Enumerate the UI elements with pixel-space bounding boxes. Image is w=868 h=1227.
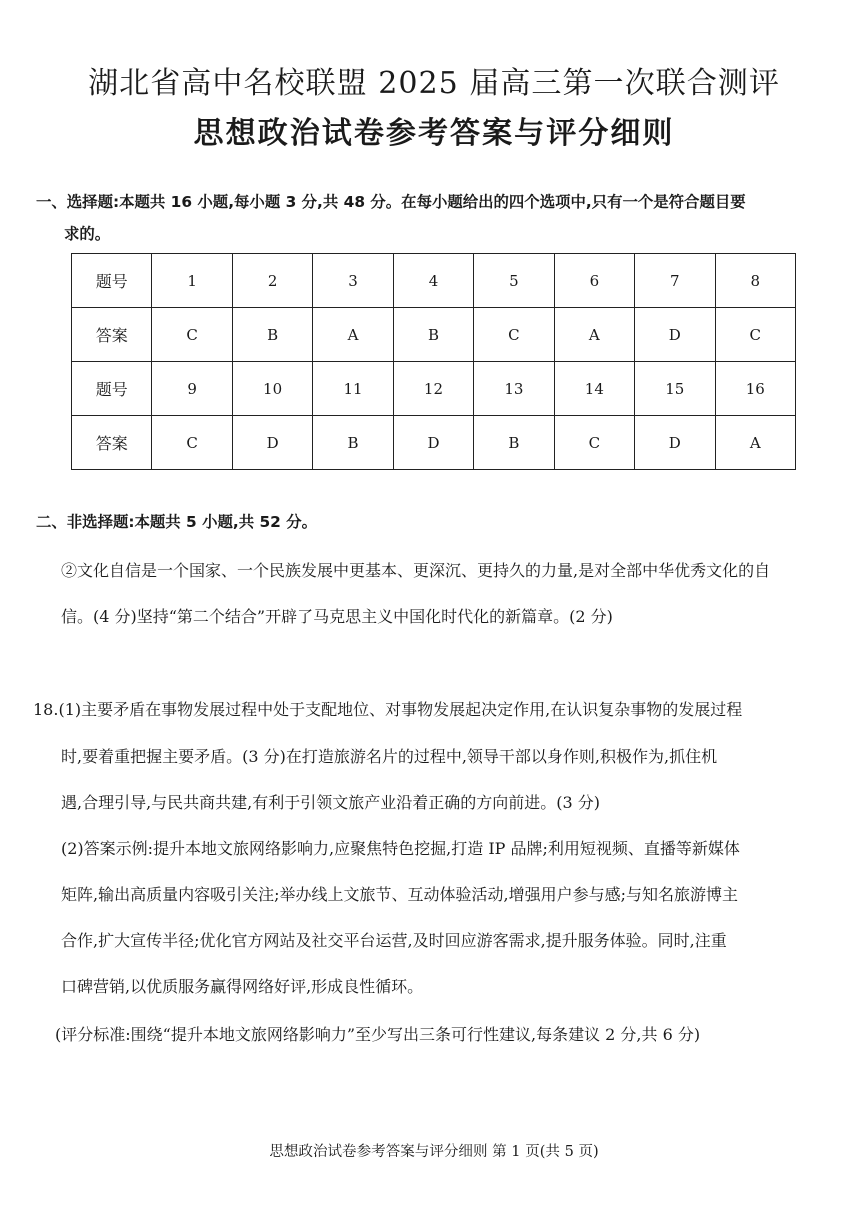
section2-heading: 二、非选择题:本题共 5 小题,共 52 分。	[36, 513, 318, 531]
table-cell: 9	[152, 362, 232, 416]
table-cell: 3	[313, 254, 393, 308]
q18-line6: 合作,扩大宣传半径;优化官方网站及社交平台运营,及时回应游客需求,提升服务体验。同时,注重	[61, 931, 727, 950]
table-cell: C	[715, 308, 796, 362]
table-cell: 8	[715, 254, 796, 308]
table-cell: 答案	[72, 308, 152, 362]
table-cell: 5	[474, 254, 554, 308]
table-cell: D	[635, 308, 715, 362]
table-cell: 题号	[72, 362, 152, 416]
table-cell: 12	[393, 362, 473, 416]
page-footer: 思想政治试卷参考答案与评分细则 第 1 页(共 5 页)	[269, 1143, 599, 1160]
table-cell: 2	[232, 254, 312, 308]
table-cell: 题号	[72, 254, 152, 308]
section1-instructions	[36, 186, 836, 250]
q18-line7: 口碑营销,以优质服务赢得网络好评,形成良性循环。	[61, 977, 424, 996]
table-cell: B	[313, 416, 393, 470]
table-cell: 4	[393, 254, 473, 308]
table-cell: C	[554, 416, 634, 470]
document-subtitle: 思想政治试卷参考答案与评分细则	[193, 116, 675, 151]
table-cell: 15	[635, 362, 715, 416]
q18-line1: 18.(1)主要矛盾在事物发展过程中处于支配地位、对事物发展起决定作用,在认识复杂事物的发展过程	[33, 700, 743, 719]
table-cell: 6	[554, 254, 634, 308]
table-cell: 1	[152, 254, 232, 308]
answer-table	[71, 253, 796, 470]
q18-line3: 遇,合理引导,与民共商共建,有利于引领文旅产业沿着正确的方向前进。(3 分)	[61, 793, 601, 812]
q17-line2: 信。(4 分)坚持“第二个结合”开辟了马克思主义中国化时代化的新篇章。(2 分)	[61, 607, 613, 626]
table-cell: C	[474, 308, 554, 362]
table-cell: 14	[554, 362, 634, 416]
table-cell: B	[393, 308, 473, 362]
section1-line2: 求的。	[64, 225, 111, 243]
table-row	[72, 254, 796, 308]
table-cell: D	[232, 416, 312, 470]
table-cell: 16	[715, 362, 796, 416]
document-title: 湖北省高中名校联盟 2025 届高三第一次联合测评	[88, 66, 780, 101]
table-cell: A	[313, 308, 393, 362]
table-cell: B	[474, 416, 554, 470]
q18-line4: (2)答案示例:提升本地文旅网络影响力,应聚焦特色挖掘,打造 IP 品牌;利用短视频、直播等新媒体	[61, 839, 740, 858]
table-row	[72, 362, 796, 416]
table-cell: 10	[232, 362, 312, 416]
table-cell: A	[554, 308, 634, 362]
table-cell: A	[715, 416, 796, 470]
table-cell: D	[635, 416, 715, 470]
table-cell: C	[152, 416, 232, 470]
q18-line2: 时,要着重把握主要矛盾。(3 分)在打造旅游名片的过程中,领导干部以身作则,积极作为,抓住机	[61, 747, 718, 766]
table-cell: 11	[313, 362, 393, 416]
table-cell: B	[232, 308, 312, 362]
table-cell: D	[393, 416, 473, 470]
q18-line5: 矩阵,输出高质量内容吸引关注;举办线上文旅节、互动体验活动,增强用户参与感;与知名旅游博主	[61, 885, 738, 904]
section1-line1: 一、选择题:本题共 16 小题,每小题 3 分,共 48 分。在每小题给出的四个选项中,只有一个是符合题目要	[36, 193, 746, 211]
table-cell: 7	[635, 254, 715, 308]
table-cell: C	[152, 308, 232, 362]
table-cell: 13	[474, 362, 554, 416]
q18-scoring-note: (评分标准:围绕“提升本地文旅网络影响力”至少写出三条可行性建议,每条建议 2 分,共 6 分)	[55, 1025, 701, 1044]
table-row	[72, 416, 796, 470]
q17-line1: ②文化自信是一个国家、一个民族发展中更基本、更深沉、更持久的力量,是对全部中华优秀文化的自	[61, 561, 771, 580]
table-cell: 答案	[72, 416, 152, 470]
table-row	[72, 308, 796, 362]
